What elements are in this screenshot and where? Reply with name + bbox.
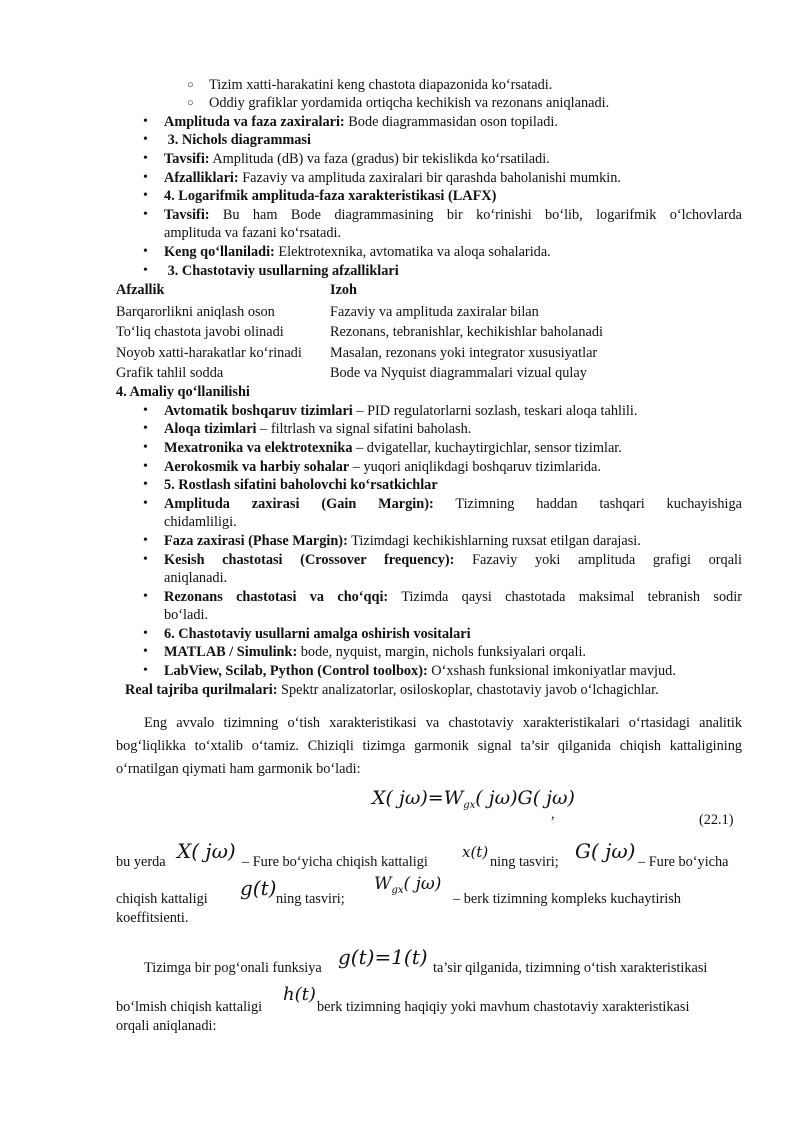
list-item-bold: Amplituda zaxirasi (Gain Margin): [164, 496, 434, 512]
list-item [164, 402, 637, 420]
list-item-bold: 5. Rostlash sifatini baholovchi ko‘rsatkichlar [164, 477, 438, 493]
table-cell: Masalan, rezonans yoki integrator xususiyatlar [330, 345, 598, 361]
where-text: koeffitsienti. [116, 910, 189, 926]
where-text: ning tasviri; [276, 891, 345, 907]
list-item-bold: Keng qo‘llaniladi: [164, 244, 275, 260]
symbol-X: X( jω) [177, 839, 236, 863]
table-cell: Noyob xatti-harakatlar ko‘rinadi [116, 345, 302, 361]
symbol-g-t: g(t) [240, 876, 277, 900]
bullet-icon: • [143, 151, 148, 166]
list-item [164, 458, 601, 476]
list-item-bold: Avtomatik boshqaruv tizimlari [164, 403, 353, 419]
table-cell: Bode va Nyquist diagrammalari vizual qulay [330, 365, 587, 381]
list-item-continuation: aniqlanadi. [164, 570, 228, 586]
list-item-text: O‘xshash funksional imkoniyatlar mavjud. [427, 663, 676, 679]
para2-text: Tizimga bir pog‘onali funksiya [144, 960, 322, 976]
equation-number: (22.1) [699, 812, 734, 828]
para2-text: bo‘lmish chiqish kattaligi [116, 999, 263, 1015]
where-text: – berk tizimning kompleks kuchaytirish [453, 891, 681, 907]
equation-subscript: gx [463, 800, 476, 811]
list-item [164, 187, 496, 205]
list-item-text: Spektr analizatorlar, osiloskoplar, chastotaviy javob o‘lchagichlar. [277, 682, 659, 698]
list-item-text: Amplituda (dB) va faza (gradus) bir tekislikda ko‘rsatiladi. [209, 151, 550, 167]
bullet-icon: • [143, 552, 148, 567]
list-item-continuation: amplituda va fazani ko‘rsatadi. [164, 225, 342, 241]
list-item [164, 662, 676, 680]
list-item [164, 532, 641, 550]
where-text: – Fure bo‘yicha chiqish kattaligi [242, 854, 428, 870]
equation-rhs: ( jω)G( jω) [475, 787, 575, 809]
where-prefix: bu yerda [116, 854, 166, 870]
bullet-icon: • [143, 663, 148, 678]
list-item [164, 625, 471, 643]
sub-list-item: Tizim xatti-harakatini keng chastota diapazonida ko‘rsatadi. [209, 77, 553, 93]
list-item-bold: Rezonans chastotasi va cho‘qqi: [164, 589, 389, 605]
list-item-text: Tizimning haddan tashqari kuchayishiga [433, 496, 742, 512]
list-item [164, 150, 550, 168]
symbol-h-t: h(t) [283, 984, 316, 1005]
symbol-x-t: x(t) [462, 843, 489, 861]
list-item-text: Tizimda qaysi chastotada maksimal tebranish sodir [388, 589, 742, 605]
bullet-icon: • [143, 644, 148, 659]
list-item-text: – yuqori aniqlikdagi boshqaruv tizimlarida. [349, 459, 601, 475]
list-item-text: Fazaviy yoki amplituda grafigi orqali [454, 552, 742, 568]
list-item [164, 495, 742, 513]
list-item-bold: Mexatronika va elektrotexnika [164, 440, 353, 456]
table-cell: Rezonans, tebranishlar, kechikishlar baholanadi [330, 324, 603, 340]
where-text: ning tasviri; [490, 854, 559, 870]
list-item [164, 420, 471, 438]
symbol-step-input: g(t)=1(t) [338, 945, 428, 969]
list-item [164, 169, 621, 187]
body-paragraph: Eng avvalo tizimning o‘tish xarakteristikasi va chastotaviy xarakteristikalari o‘rtasidagi analitik bog‘liqlikka to‘xtalib o‘tamiz. Chiziqli tizimga garmonik signal ta’sir qilganida chiqish kattaligining o‘rnatilgan qiymati ham garmonik bo‘ladi: [116, 715, 742, 777]
list-item [164, 551, 742, 569]
table-cell: Barqarorlikni aniqlash oson [116, 304, 275, 320]
list-item-bold: LabView, Scilab, Python (Control toolbox): [164, 663, 428, 679]
bullet-icon: • [143, 440, 148, 455]
equation-lhs: X( jω)=W [372, 787, 464, 809]
list-item-bold: 3. Nichols diagrammasi [164, 132, 311, 148]
list-item [164, 588, 742, 606]
para2-text: ta’sir qilganida, tizimning o‘tish xarakteristikasi [433, 960, 708, 976]
symbol-W-sub: gx [391, 885, 404, 896]
list-item-bold: Real tajriba qurilmalari: [125, 682, 278, 698]
bullet-icon: • [143, 403, 148, 418]
bullet-icon: • [143, 459, 148, 474]
list-item-bold: Aerokosmik va harbiy sohalar [164, 459, 350, 475]
equation-22-1 [372, 787, 575, 811]
table-cell: Fazaviy va amplituda zaxiralar bilan [330, 304, 539, 320]
where-text: chiqish kattaligi [116, 891, 208, 907]
list-item-bold: Tavsifi: [164, 207, 210, 223]
list-item [164, 206, 742, 224]
list-item [164, 439, 622, 457]
list-item-bold: Afzalliklari: [164, 170, 239, 186]
bullet-icon: • [143, 207, 148, 222]
list-item [164, 643, 586, 661]
bullet-icon: • [143, 496, 148, 511]
bullet-icon: • [143, 477, 148, 492]
list-item-bold: MATLAB / Simulink: [164, 644, 298, 660]
bullet-icon: • [143, 263, 148, 278]
list-item [164, 113, 558, 131]
sub-list-item: Oddiy grafiklar yordamida ortiqcha kechikish va rezonans aniqlanadi. [209, 95, 610, 111]
list-item-continuation: bo‘ladi. [164, 607, 209, 623]
hollow-bullet-icon: ○ [187, 97, 194, 109]
list-item [164, 262, 399, 280]
para2-text: orqali aniqlanadi: [116, 1018, 217, 1034]
list-item-text: Bode diagrammasidan oson topiladi. [344, 114, 558, 130]
bullet-icon: • [143, 188, 148, 203]
table-header: Izoh [330, 282, 358, 298]
bullet-icon: • [143, 421, 148, 436]
list-item-bold: Aloqa tizimlari [164, 421, 257, 437]
list-item [164, 131, 311, 149]
where-text: – Fure bo‘yicha [638, 854, 729, 870]
list-item-text: Fazaviy va amplituda zaxiralari bir qarashda baholanishi mumkin. [238, 170, 621, 186]
section-heading: 4. Amaliy qo‘llanilishi [116, 384, 250, 400]
bullet-icon: • [143, 170, 148, 185]
bullet-icon: • [143, 132, 148, 147]
equation-comma: , [551, 806, 555, 822]
bullet-icon: • [143, 626, 148, 641]
symbol-W-main: W [374, 874, 392, 894]
table-cell: To‘liq chastota javobi olinadi [116, 324, 284, 340]
list-item-bold: 6. Chastotaviy usullarni amalga oshirish vositalari [164, 626, 471, 642]
symbol-W-arg: ( jω) [403, 874, 442, 894]
list-item-text: bode, nyquist, margin, nichols funksiyalari orqali. [297, 644, 587, 660]
table-cell: Grafik tahlil sodda [116, 365, 224, 381]
list-item-bold: Faza zaxirasi (Phase Margin): [164, 533, 348, 549]
list-item-text: Elektrotexnika, avtomatika va aloqa sohalarida. [274, 244, 551, 260]
bullet-icon: • [143, 244, 148, 259]
list-item-continuation: chidamliligi. [164, 514, 237, 530]
list-item-text: – dvigatellar, kuchaytirgichlar, sensor tizimlar. [352, 440, 622, 456]
symbol-G: G( jω) [575, 839, 636, 863]
list-item [164, 243, 551, 261]
list-item-bold: Kesish chastotasi (Crossover frequency): [164, 552, 455, 568]
list-item-bold: 4. Logarifmik amplituda-faza xarakteristikasi (LAFX) [164, 188, 497, 204]
symbol-W [374, 874, 441, 896]
bullet-icon: • [143, 589, 148, 604]
list-item [164, 476, 438, 494]
bullet-icon: • [143, 533, 148, 548]
para2-text: berk tizimning haqiqiy yoki mavhum chastotaviy xarakteristikasi [317, 999, 690, 1015]
list-item-text: – PID regulatorlarni sozlash, teskari aloqa tahlili. [352, 403, 638, 419]
list-item-text: – filtrlash va signal sifatini baholash. [256, 421, 472, 437]
table-header: Afzallik [116, 282, 165, 298]
list-item-text: Tizimdagi kechikishlarning ruxsat etilgan darajasi. [347, 533, 641, 549]
bullet-icon: • [143, 114, 148, 129]
real-equipment-line [125, 681, 659, 699]
list-item-text: Bu ham Bode diagrammasining bir ko‘rinishi bo‘lib, logarifmik o‘lchovlarda [209, 207, 742, 223]
hollow-bullet-icon: ○ [187, 79, 194, 91]
list-item-bold: 3. Chastotaviy usullarning afzalliklari [164, 263, 399, 279]
list-item-bold: Tavsifi: [164, 151, 210, 167]
list-item-bold: Amplituda va faza zaxiralari: [164, 114, 345, 130]
